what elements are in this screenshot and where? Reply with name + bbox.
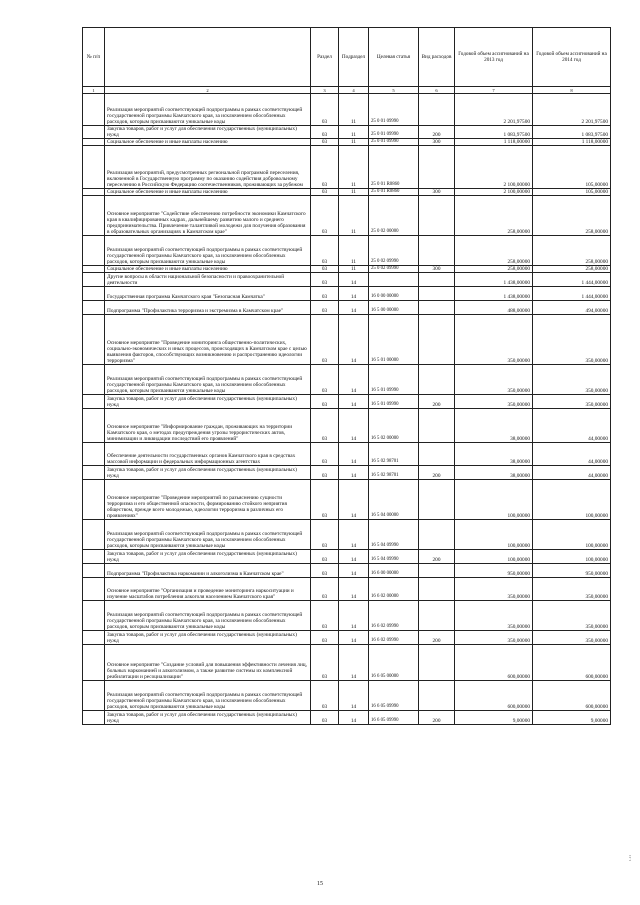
table-row — [83, 266, 611, 273]
amount-2014-cell: 100,00000 — [533, 480, 611, 520]
amount-2013-cell: 38,00000 — [455, 443, 533, 466]
col-number: 1 — [83, 87, 105, 94]
amount-2014-cell: 1 083,97500 — [533, 126, 611, 139]
col-number: 8 — [533, 87, 611, 94]
expense-type-cell — [419, 601, 455, 631]
target-article-cell: 16 5 01 00000 — [369, 315, 419, 365]
expense-type-cell — [419, 645, 455, 681]
amount-2014-cell: 950,00000 — [533, 564, 611, 578]
name-cell: Социальное обеспечение и иные выплаты населению — [105, 139, 311, 146]
header-num: № п/п — [83, 28, 105, 87]
expense-type-cell: 200 — [419, 631, 455, 645]
table-row — [83, 645, 611, 681]
podrazdel-cell: 14 — [339, 564, 369, 578]
amount-2013-cell: 350,00000 — [455, 578, 533, 601]
podrazdel-cell: 14 — [339, 443, 369, 466]
num-cell — [83, 645, 105, 681]
amount-2013-cell: 100,00000 — [455, 480, 533, 520]
expense-type-cell — [419, 94, 455, 126]
expense-type-cell — [419, 564, 455, 578]
col-number: 2 — [105, 87, 311, 94]
page-number: 15 — [317, 881, 323, 887]
razdel-cell: 03 — [311, 480, 339, 520]
amount-2014-cell: 105,00000 — [533, 146, 611, 189]
name-cell: Реализация мероприятий соответствующей подпрограммы в рамках соответствующей государственной программы Камчатского края, за исключением обособленных расходов, которым присваиваются уникальные коды — [105, 94, 311, 126]
target-article-cell: 16 5 04 09990 — [369, 550, 419, 564]
podrazdel-cell: 14 — [339, 315, 369, 365]
table-row — [83, 520, 611, 550]
side-note: 1-11 — [628, 855, 632, 862]
amount-2013-cell: 38,00000 — [455, 409, 533, 443]
amount-2013-cell: 350,00000 — [455, 315, 533, 365]
num-cell — [83, 409, 105, 443]
amount-2014-cell: 2 201,97500 — [533, 94, 611, 126]
podrazdel-cell: 14 — [339, 480, 369, 520]
amount-2014-cell: 350,00000 — [533, 578, 611, 601]
amount-2014-cell: 1 444,00000 — [533, 287, 611, 301]
amount-2014-cell: 1 118,00000 — [533, 139, 611, 146]
amount-2014-cell: 44,00000 — [533, 466, 611, 480]
name-cell: Подпрограмма "Профилактика терроризма и экстремизма в Камчатском крае" — [105, 301, 311, 315]
target-article-cell: 16 5 04 09990 — [369, 520, 419, 550]
amount-2014-cell: 350,00000 — [533, 395, 611, 409]
amount-2013-cell: 100,00000 — [455, 520, 533, 550]
amount-2014-cell: 350,00000 — [533, 631, 611, 645]
target-article-cell — [369, 273, 419, 287]
num-cell — [83, 287, 105, 301]
target-article-cell: 25 0 02 00000 — [369, 196, 419, 236]
num-cell — [83, 520, 105, 550]
target-article-cell: 25 0 01 R0860 — [369, 189, 419, 196]
expense-type-cell — [419, 578, 455, 601]
name-cell: Обеспечение деятельности государственных органов Камчатского края в средствах массовой информации и федеральных информационных агентствах — [105, 443, 311, 466]
expense-type-cell: 200 — [419, 550, 455, 564]
target-article-cell: 25 0 01 09990 — [369, 139, 419, 146]
col-number: 6 — [419, 87, 455, 94]
table-row — [83, 126, 611, 139]
expense-type-cell: 300 — [419, 266, 455, 273]
target-article-cell: 16 5 02 00000 — [369, 409, 419, 443]
expense-type-cell — [419, 301, 455, 315]
amount-2013-cell: 950,00000 — [455, 564, 533, 578]
name-cell: Реализация мероприятий, предусмотренных региональной программой переселения, включенной в Государственную программу по оказанию содействия добровольному переселению в Российскую Федерацию соотечественников, проживающих за рубежом — [105, 146, 311, 189]
num-cell — [83, 711, 105, 725]
expense-type-cell: 200 — [419, 126, 455, 139]
amount-2013-cell: 1 438,00000 — [455, 273, 533, 287]
podrazdel-cell: 11 — [339, 266, 369, 273]
name-cell: Закупка товаров, работ и услуг для обеспечения государственных (муниципальных) нужд — [105, 466, 311, 480]
table-row — [83, 189, 611, 196]
podrazdel-cell: 11 — [339, 196, 369, 236]
header-target-article: Целевая статья — [369, 28, 419, 87]
podrazdel-cell: 14 — [339, 631, 369, 645]
razdel-cell: 03 — [311, 564, 339, 578]
num-cell — [83, 578, 105, 601]
amount-2014-cell: 9,00000 — [533, 711, 611, 725]
podrazdel-cell: 14 — [339, 409, 369, 443]
podrazdel-cell: 11 — [339, 236, 369, 266]
target-article-cell: 25 0 02 09990 — [369, 236, 419, 266]
razdel-cell: 03 — [311, 236, 339, 266]
target-article-cell: 25 0 01 09990 — [369, 126, 419, 139]
amount-2013-cell: 38,00000 — [455, 466, 533, 480]
podrazdel-cell: 14 — [339, 645, 369, 681]
amount-2014-cell: 258,00000 — [533, 236, 611, 266]
target-article-cell: 25 0 01 R0860 — [369, 146, 419, 189]
amount-2013-cell: 350,00000 — [455, 395, 533, 409]
table-row — [83, 236, 611, 266]
podrazdel-cell: 11 — [339, 126, 369, 139]
amount-2014-cell: 1 444,00000 — [533, 273, 611, 287]
table-row — [83, 550, 611, 564]
num-cell — [83, 550, 105, 564]
amount-2014-cell: 100,00000 — [533, 520, 611, 550]
name-cell: Реализация мероприятий соответствующей подпрограммы в рамках соответствующей государственной программы Камчатского края, за исключением обособленных расходов, которым присваиваются уникальные коды — [105, 365, 311, 395]
razdel-cell: 03 — [311, 315, 339, 365]
razdel-cell: 03 — [311, 550, 339, 564]
podrazdel-cell: 14 — [339, 395, 369, 409]
amount-2014-cell: 350,00000 — [533, 601, 611, 631]
razdel-cell: 03 — [311, 189, 339, 196]
name-cell: Основное мероприятие "Проведение мероприятий по разъяснению сущности терроризма и его общественной опасности, формированию стойкого неприятия обществом, прежде всего молодежью, идеологии терроризма в различных его проявлениях" — [105, 480, 311, 520]
target-article-cell: 16 5 02 98701 — [369, 443, 419, 466]
amount-2013-cell: 2 100,00000 — [455, 146, 533, 189]
amount-2014-cell: 44,00000 — [533, 443, 611, 466]
expense-type-cell: 200 — [419, 711, 455, 725]
razdel-cell: 03 — [311, 645, 339, 681]
num-cell — [83, 126, 105, 139]
header-name — [105, 28, 311, 87]
razdel-cell: 03 — [311, 395, 339, 409]
razdel-cell: 03 — [311, 711, 339, 725]
amount-2014-cell: 100,00000 — [533, 550, 611, 564]
razdel-cell: 03 — [311, 266, 339, 273]
amount-2013-cell: 9,00000 — [455, 711, 533, 725]
table-row — [83, 273, 611, 287]
amount-2014-cell: 494,00000 — [533, 301, 611, 315]
budget-table — [82, 27, 611, 725]
podrazdel-cell: 14 — [339, 681, 369, 711]
col-number: 4 — [339, 87, 369, 94]
podrazdel-cell: 11 — [339, 189, 369, 196]
num-cell — [83, 196, 105, 236]
podrazdel-cell: 11 — [339, 94, 369, 126]
table-row — [83, 301, 611, 315]
podrazdel-cell: 11 — [339, 146, 369, 189]
amount-2013-cell: 2 201,97500 — [455, 94, 533, 126]
amount-2013-cell: 350,00000 — [455, 601, 533, 631]
column-number-row — [83, 87, 611, 94]
name-cell: Основное мероприятие "Проведение мониторинга общественно-политических, социально-экономических и иных процессов, происходящих в Камчатском крае с целью выявления факторов, способствующих возникновению и распространению идеологии терроризма" — [105, 315, 311, 365]
target-article-cell: 16 6 05 09990 — [369, 681, 419, 711]
table-body — [83, 94, 611, 725]
budget-table-page — [82, 27, 610, 725]
table-header-row — [83, 28, 611, 87]
expense-type-cell — [419, 520, 455, 550]
podrazdel-cell: 14 — [339, 550, 369, 564]
num-cell — [83, 94, 105, 126]
table-row — [83, 94, 611, 126]
amount-2014-cell: 258,00000 — [533, 196, 611, 236]
target-article-cell: 16 6 05 00000 — [369, 645, 419, 681]
expense-type-cell: 200 — [419, 466, 455, 480]
razdel-cell: 03 — [311, 631, 339, 645]
table-row — [83, 365, 611, 395]
target-article-cell: 16 5 00 00000 — [369, 301, 419, 315]
target-article-cell: 16 5 01 09990 — [369, 395, 419, 409]
target-article-cell: 16 6 02 00000 — [369, 578, 419, 601]
razdel-cell: 03 — [311, 409, 339, 443]
header-amount-2013: Годовой объем ассигнований на 2013 год — [455, 28, 533, 87]
razdel-cell: 03 — [311, 601, 339, 631]
name-cell: Основное мероприятие "Содействие обеспечению потребности экономики Камчатского края в квалифицированных кадрах, дальнейшему развитию малого и среднего предпринимательства. Привлечение талантливой молодежи для получения образования в образовательных организациях в Камчатском крае" — [105, 196, 311, 236]
header-expense-type: Вид расходов — [419, 28, 455, 87]
razdel-cell: 03 — [311, 273, 339, 287]
num-cell — [83, 564, 105, 578]
amount-2013-cell: 1 438,00000 — [455, 287, 533, 301]
expense-type-cell — [419, 480, 455, 520]
num-cell — [83, 480, 105, 520]
amount-2014-cell: 350,00000 — [533, 365, 611, 395]
table-row — [83, 395, 611, 409]
target-article-cell: 16 5 02 98701 — [369, 466, 419, 480]
podrazdel-cell: 14 — [339, 365, 369, 395]
num-cell — [83, 315, 105, 365]
table-row — [83, 139, 611, 146]
name-cell: Подпрограмма "Профилактика наркомании и алкоголизма в Камчатском крае" — [105, 564, 311, 578]
num-cell — [83, 301, 105, 315]
amount-2014-cell: 600,00000 — [533, 645, 611, 681]
name-cell: Основное мероприятие "Организация и проведение мониторинга наркоситуации и изучение масштабов потребления алкоголя населением Камчатского края" — [105, 578, 311, 601]
target-article-cell: 16 5 01 09990 — [369, 365, 419, 395]
table-row — [83, 443, 611, 466]
col-number: 3 — [311, 87, 339, 94]
podrazdel-cell: 11 — [339, 139, 369, 146]
podrazdel-cell: 14 — [339, 578, 369, 601]
table-row — [83, 631, 611, 645]
razdel-cell: 03 — [311, 578, 339, 601]
name-cell: Социальное обеспечение и иные выплаты населению — [105, 266, 311, 273]
name-cell: Реализация мероприятий соответствующей подпрограммы в рамках соответствующей государственной программы Камчатского края, за исключением обособленных расходов, которым присваиваются уникальные коды — [105, 236, 311, 266]
table-row — [83, 466, 611, 480]
podrazdel-cell: 14 — [339, 273, 369, 287]
podrazdel-cell: 14 — [339, 466, 369, 480]
expense-type-cell — [419, 287, 455, 301]
amount-2014-cell: 44,00000 — [533, 409, 611, 443]
num-cell — [83, 395, 105, 409]
expense-type-cell: 200 — [419, 395, 455, 409]
razdel-cell: 03 — [311, 139, 339, 146]
num-cell — [83, 189, 105, 196]
razdel-cell: 03 — [311, 287, 339, 301]
amount-2014-cell: 350,00000 — [533, 315, 611, 365]
amount-2013-cell: 600,00000 — [455, 645, 533, 681]
header-amount-2014: Годовой объем ассигнований на 2014 год — [533, 28, 611, 87]
expense-type-cell — [419, 681, 455, 711]
num-cell — [83, 139, 105, 146]
target-article-cell: 25 0 01 09990 — [369, 94, 419, 126]
podrazdel-cell: 14 — [339, 711, 369, 725]
name-cell: Реализация мероприятий соответствующей подпрограммы в рамках соответствующей государственной программы Камчатского края, за исключением обособленных расходов, которым присваиваются уникальные коды — [105, 601, 311, 631]
amount-2014-cell: 600,00000 — [533, 681, 611, 711]
expense-type-cell — [419, 146, 455, 189]
expense-type-cell: 300 — [419, 139, 455, 146]
col-number: 7 — [455, 87, 533, 94]
expense-type-cell — [419, 273, 455, 287]
amount-2013-cell: 258,00000 — [455, 266, 533, 273]
amount-2013-cell: 488,00000 — [455, 301, 533, 315]
name-cell: Закупка товаров, работ и услуг для обеспечения государственных (муниципальных) нужд — [105, 711, 311, 725]
target-article-cell: 16 6 00 00000 — [369, 564, 419, 578]
name-cell: Закупка товаров, работ и услуг для обеспечения государственных (муниципальных) нужд — [105, 631, 311, 645]
razdel-cell: 03 — [311, 443, 339, 466]
amount-2013-cell: 600,00000 — [455, 681, 533, 711]
amount-2014-cell: 258,00000 — [533, 266, 611, 273]
table-row — [83, 601, 611, 631]
amount-2013-cell: 350,00000 — [455, 365, 533, 395]
col-number: 5 — [369, 87, 419, 94]
table-row — [83, 480, 611, 520]
expense-type-cell: 300 — [419, 189, 455, 196]
num-cell — [83, 631, 105, 645]
table-row — [83, 146, 611, 189]
num-cell — [83, 146, 105, 189]
target-article-cell: 16 0 00 00000 — [369, 287, 419, 301]
podrazdel-cell: 14 — [339, 301, 369, 315]
target-article-cell: 16 6 02 09990 — [369, 601, 419, 631]
expense-type-cell — [419, 196, 455, 236]
target-article-cell: 25 0 02 09990 — [369, 266, 419, 273]
amount-2013-cell: 2 100,00000 — [455, 189, 533, 196]
podrazdel-cell: 14 — [339, 520, 369, 550]
table-row — [83, 578, 611, 601]
target-article-cell: 16 6 05 09990 — [369, 711, 419, 725]
amount-2013-cell: 258,00000 — [455, 196, 533, 236]
num-cell — [83, 365, 105, 395]
target-article-cell: 16 6 02 09990 — [369, 631, 419, 645]
table-row — [83, 711, 611, 725]
expense-type-cell — [419, 236, 455, 266]
name-cell: Основное мероприятие "Информирование граждан, проживающих на территории Камчатского края, о методах предупреждения угрозы террористических актов, минимизации и ликвидации последствий его проявлений" — [105, 409, 311, 443]
razdel-cell: 03 — [311, 681, 339, 711]
header-podrazdel: Подраздел — [339, 28, 369, 87]
num-cell — [83, 273, 105, 287]
podrazdel-cell: 14 — [339, 287, 369, 301]
expense-type-cell — [419, 365, 455, 395]
razdel-cell: 03 — [311, 466, 339, 480]
name-cell: Социальное обеспечение и иные выплаты населению — [105, 189, 311, 196]
target-article-cell: 16 5 04 00000 — [369, 480, 419, 520]
amount-2013-cell: 100,00000 — [455, 550, 533, 564]
razdel-cell: 03 — [311, 301, 339, 315]
razdel-cell: 03 — [311, 126, 339, 139]
amount-2013-cell: 258,00000 — [455, 236, 533, 266]
razdel-cell: 03 — [311, 365, 339, 395]
num-cell — [83, 466, 105, 480]
name-cell: Закупка товаров, работ и услуг для обеспечения государственных (муниципальных) нужд — [105, 395, 311, 409]
razdel-cell: 03 — [311, 94, 339, 126]
num-cell — [83, 681, 105, 711]
expense-type-cell — [419, 315, 455, 365]
podrazdel-cell: 14 — [339, 601, 369, 631]
table-row — [83, 315, 611, 365]
name-cell: Реализация мероприятий соответствующей подпрограммы в рамках соответствующей государственной программы Камчатского края, за исключением обособленных расходов, которым присваиваются уникальные коды — [105, 681, 311, 711]
amount-2014-cell: 105,00000 — [533, 189, 611, 196]
table-row — [83, 409, 611, 443]
name-cell: Закупка товаров, работ и услуг для обеспечения государственных (муниципальных) нужд — [105, 126, 311, 139]
table-row — [83, 287, 611, 301]
num-cell — [83, 266, 105, 273]
amount-2013-cell: 350,00000 — [455, 631, 533, 645]
num-cell — [83, 236, 105, 266]
name-cell: Государственная программа Камчатского края "Безопасная Камчатка" — [105, 287, 311, 301]
table-row — [83, 564, 611, 578]
name-cell: Основное мероприятие "Создание условий для повышения эффективности лечения лиц, больных наркоманией и алкоголизмом, а также развитие системы их комплексной реабилитации и ресоциализации" — [105, 645, 311, 681]
razdel-cell: 03 — [311, 146, 339, 189]
num-cell — [83, 601, 105, 631]
name-cell: Другие вопросы в области национальной безопасности и правоохранительной деятельности — [105, 273, 311, 287]
table-row — [83, 196, 611, 236]
razdel-cell: 03 — [311, 520, 339, 550]
amount-2013-cell: 1 118,00000 — [455, 139, 533, 146]
razdel-cell: 03 — [311, 196, 339, 236]
name-cell: Реализация мероприятий соответствующей подпрограммы в рамках соответствующей государственной программы Камчатского края, за исключением обособленных расходов, которым присваиваются уникальные коды — [105, 520, 311, 550]
expense-type-cell — [419, 409, 455, 443]
amount-2013-cell: 1 083,97500 — [455, 126, 533, 139]
header-razdel: Раздел — [311, 28, 339, 87]
expense-type-cell — [419, 443, 455, 466]
table-row — [83, 681, 611, 711]
name-cell: Закупка товаров, работ и услуг для обеспечения государственных (муниципальных) нужд — [105, 550, 311, 564]
num-cell — [83, 443, 105, 466]
